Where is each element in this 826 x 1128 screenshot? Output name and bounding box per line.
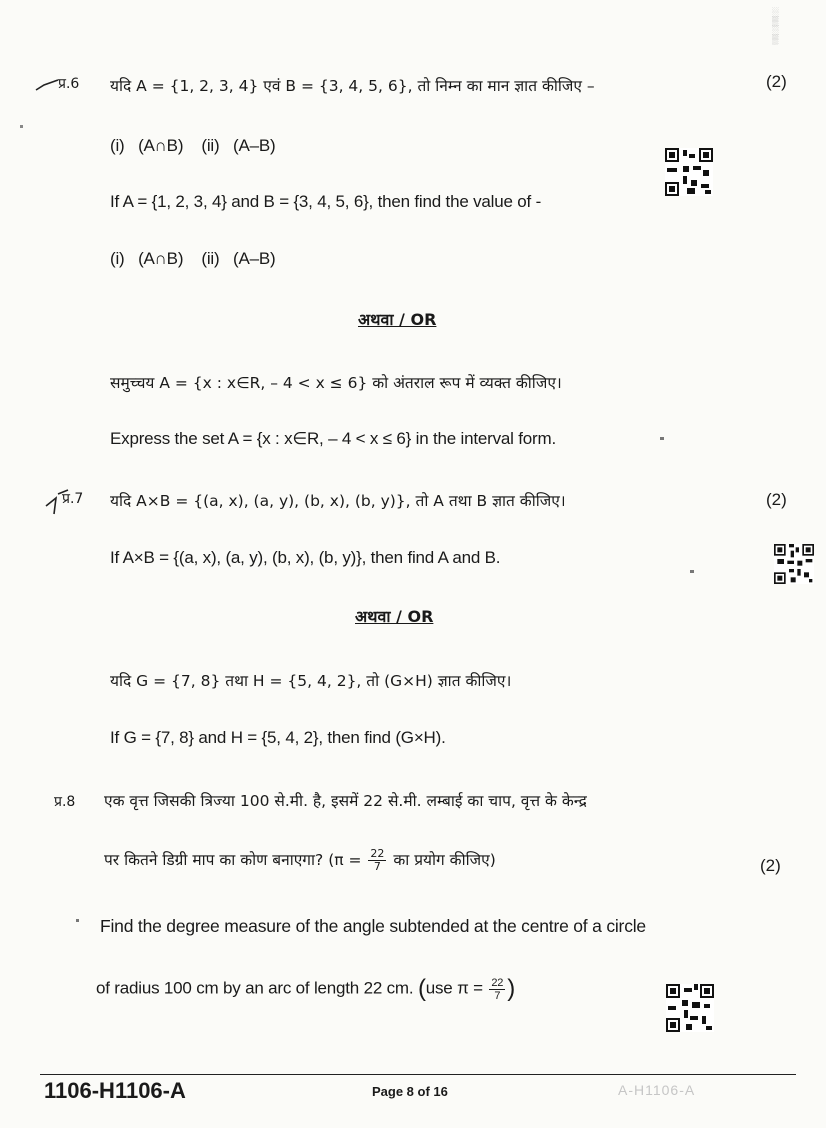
q6-or-label: अथवा / OR (358, 310, 437, 329)
q8-number: प्र.8 (54, 794, 76, 810)
q8-english-line2-start: of radius 100 cm by an arc of length 22 cm. (96, 978, 414, 998)
q7-or-label: अथवा / OR (355, 607, 434, 626)
qr-code (665, 148, 713, 196)
scan-speck: ░ ▒ ░ ▒ (772, 7, 779, 44)
pi-fraction (368, 848, 386, 873)
page-number: Page 8 of 16 (372, 1084, 448, 1099)
q8-use-pi: use π = (425, 978, 483, 998)
q6-hindi-question: यदि A = {1, 2, 3, 4} एवं B = {3, 4, 5, 6}, तो निम्न का मान ज्ञात कीजिए – (110, 77, 595, 95)
qr-code (666, 984, 714, 1032)
q7-or-english: If G = {7, 8} and H = {5, 4, 2}, then find (G×H). (110, 728, 446, 747)
q6-number: प्र.6 (58, 76, 80, 92)
q7-or-hindi: यदि G = {7, 8} तथा H = {5, 4, 2}, तो (G×H) ज्ञात कीजिए। (110, 672, 512, 690)
pen-tick-mark (34, 76, 60, 94)
q8-hindi-line1: एक वृत्त जिसकी त्रिज्या 100 से.मी. है, इसमें 22 से.मी. लम्बाई का चाप, वृत्त के केन्द्र (104, 792, 587, 810)
q6-or-hindi: समुच्चय A = {x : x∈R, – 4 < x ≤ 6} को अंतराल रूप में व्यक्त कीजिए। (110, 374, 562, 392)
q6-english-question: If A = {1, 2, 3, 4} and B = {3, 4, 5, 6}, then find the value of - (110, 192, 542, 211)
scan-dot (76, 919, 79, 922)
q8-english-line2: of radius 100 cm by an arc of length 22 cm. (use π = $\frac{22}{7}$ ) (96, 975, 516, 1002)
fraction-numerator: 22 (491, 976, 504, 989)
scan-dot (660, 437, 664, 440)
q7-marks: (2) (766, 490, 787, 509)
scan-dot (20, 125, 23, 128)
paper-code: 1106-H1106-A (44, 1078, 186, 1103)
q6-hindi-parts: (i) (A∩B) (ii) (A–B) (110, 136, 276, 155)
q7-english-question: If A×B = {(a, x), (a, y), (b, x), (b, y)}, then find A and B. (110, 548, 501, 567)
pi-fraction (489, 977, 505, 1002)
fraction-denominator: 7 (494, 989, 501, 1002)
qr-code (772, 544, 816, 584)
fraction-denominator: 7 (373, 860, 381, 873)
fraction-numerator: 22 (370, 847, 385, 860)
q6-or-english: Express the set A = {x : x∈R, – 4 < x ≤ 6} in the interval form. (110, 429, 557, 448)
q7-hindi-question: यदि A×B = {(a, x), (a, y), (b, x), (b, y)}, तो A तथा B ज्ञात कीजिए। (110, 492, 566, 510)
q8-hindi-line2-start: पर कितने डिग्री माप का कोण बनाएगा? (π = (104, 851, 362, 869)
q7-number: प्र.7 (62, 491, 84, 507)
q8-english-line1: Find the degree measure of the angle subtended at the centre of a circle (100, 916, 646, 936)
q8-marks: (2) (760, 856, 781, 875)
scan-dot (690, 570, 694, 573)
q8-hindi-line2 (104, 848, 496, 873)
q6-marks: (2) (766, 72, 787, 91)
q6-english-parts: (i) (A∩B) (ii) (A–B) (110, 249, 276, 268)
footer-divider (40, 1074, 796, 1075)
watermark-code: A-H1106-A (618, 1082, 696, 1098)
q8-hindi-line2-end: का प्रयोग कीजिए) (393, 851, 496, 869)
